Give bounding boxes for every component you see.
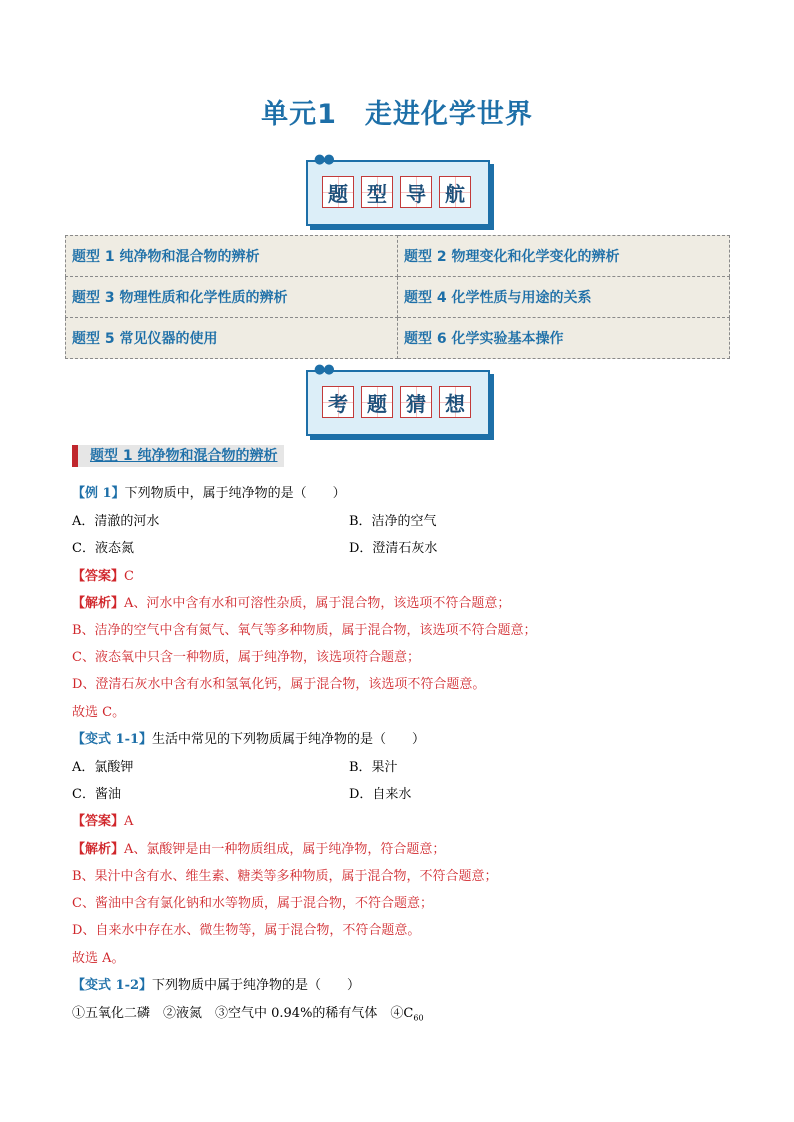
question-stem: 【例 1】下列物质中，属于纯净物的是（ ）: [72, 486, 346, 501]
nav-cell[interactable]: 题型 2 物理变化和化学变化的辨析: [398, 236, 730, 277]
option: C．液态氮: [72, 541, 134, 556]
table-row: [66, 277, 730, 318]
table-row: [66, 318, 730, 359]
banner-char: 题: [322, 176, 354, 208]
nav-cell[interactable]: 题型 1 纯净物和混合物的辨析: [66, 236, 398, 277]
question-stem: 【变式 1-1】生活中常见的下列物质属于纯净物的是（ ）: [72, 732, 426, 747]
binder-rings-icon: ●●: [314, 152, 333, 167]
question-type-table: [65, 235, 730, 359]
answer: 【答案】C: [72, 569, 134, 584]
banner-char: 想: [439, 386, 471, 418]
banner-char: 型: [361, 176, 393, 208]
section-banner-nav: [306, 152, 490, 226]
section-heading: 题型 1 纯净物和混合物的辨析: [72, 445, 284, 467]
banner-char: 航: [439, 176, 471, 208]
nav-cell[interactable]: 题型 4 化学性质与用途的关系: [398, 277, 730, 318]
banner-char: 猜: [400, 386, 432, 418]
explanation-line: 【解析】A、河水中含有水和可溶性杂质，属于混合物，该选项不符合题意；: [72, 596, 511, 611]
explanation-line: C、液态氧中只含一种物质，属于纯净物，该选项符合题意；: [72, 650, 420, 665]
option: D．自来水: [349, 787, 412, 802]
conclusion: 故选 C。: [72, 705, 126, 720]
table-row: [66, 236, 730, 277]
option: A．氯酸钾: [72, 760, 134, 775]
nav-cell[interactable]: 题型 3 物理性质和化学性质的辨析: [66, 277, 398, 318]
explanation-line: D、澄清石灰水中含有水和氢氧化钙，属于混合物，该选项不符合题意。: [72, 677, 486, 692]
nav-cell[interactable]: 题型 5 常见仪器的使用: [66, 318, 398, 359]
option: A．清澈的河水: [72, 514, 160, 529]
explanation-line: B、洁净的空气中含有氮气、氧气等多种物质，属于混合物，该选项不符合题意；: [72, 623, 537, 638]
explanation-line: C、酱油中含有氯化钠和水等物质，属于混合物，不符合题意；: [72, 896, 433, 911]
item-list: ①五氧化二磷 ②液氮 ③空气中 0.94%的稀有气体 $④C_{60}$: [72, 1006, 424, 1023]
banner-char: 导: [400, 176, 432, 208]
explanation-line: D、自来水中存在水、微生物等，属于混合物，不符合题意。: [72, 923, 421, 938]
option: B．洁净的空气: [349, 514, 437, 529]
explanation-line: 【解析】A、氯酸钾是由一种物质组成，属于纯净物，符合题意；: [72, 842, 446, 857]
binder-rings-icon: ●●: [314, 362, 333, 377]
nav-cell[interactable]: 题型 6 化学实验基本操作: [398, 318, 730, 359]
answer: 【答案】A: [72, 814, 134, 829]
question-stem: 【变式 1-2】下列物质中属于纯净物的是（ ）: [72, 978, 361, 993]
option: C．酱油: [72, 787, 121, 802]
page-title: 单元1 走进化学世界: [261, 99, 533, 130]
conclusion: 故选 A。: [72, 951, 125, 966]
section-banner-guess: [306, 362, 490, 436]
banner-char: 题: [361, 386, 393, 418]
banner-char: 考: [322, 386, 354, 418]
option: D．澄清石灰水: [349, 541, 438, 556]
option: B．果汁: [349, 760, 398, 775]
explanation-line: B、果汁中含有水、维生素、糖类等多种物质，属于混合物，不符合题意；: [72, 869, 498, 884]
